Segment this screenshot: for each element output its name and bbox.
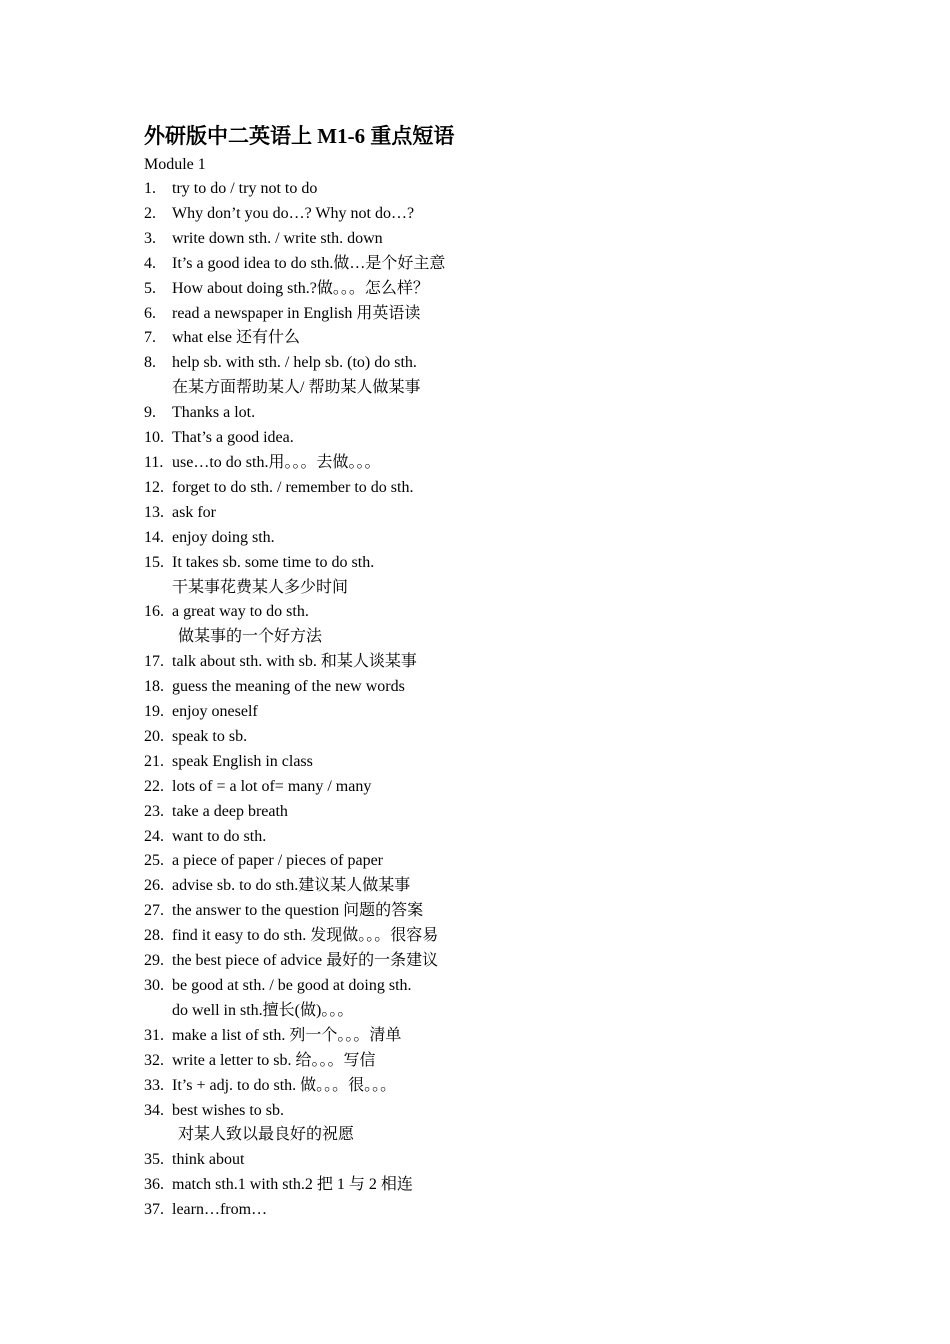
list-item-text: read a newspaper in English 用英语读 [172,304,421,322]
list-item-number: 23. [144,802,164,820]
list-item [144,600,864,650]
list-item-text: match sth.1 with sth.2 把 1 与 2 相连 [172,1176,413,1194]
list-item [144,277,864,302]
list-item-number: 15. [144,553,164,571]
list-item [144,501,864,526]
list-item-text: talk about sth. with sb. 和某人谈某事 [172,653,417,671]
list-item [144,700,864,725]
list-item-number: 36. [144,1176,164,1194]
list-item-text: try to do / try not to do [172,180,318,197]
list-item [144,551,864,601]
list-item [144,849,864,874]
list-item-number: 24. [144,827,164,845]
list-item-number: 31. [144,1026,164,1044]
list-item-number: 14. [144,528,164,546]
list-item-number: 2. [144,204,156,222]
list-item-number: 1. [144,180,156,197]
list-item [144,302,864,327]
list-item-text: Thanks a lot. [172,404,256,422]
list-item-text: learn…from… [172,1201,268,1219]
list-item-text: advise sb. to do sth.建议某人做某事 [172,877,411,895]
list-item-text: think about [172,1151,245,1169]
list-item-number: 25. [144,852,164,870]
list-item-text: want to do sth. [172,827,267,845]
document-title: 外研版中二英语上 M1-6 重点短语 [144,124,455,148]
phrase-list [144,177,864,1223]
list-item [144,775,864,800]
list-item-translation: 做某事的一个好方法 [178,628,323,646]
list-item-text: Why don’t you do…? Why not do…? [172,204,415,222]
list-item-number: 6. [144,304,156,322]
list-item-number: 10. [144,429,164,447]
list-item-text: speak English in class [172,752,313,770]
list-item-number: 9. [144,404,156,422]
list-item-text: the answer to the question 问题的答案 [172,902,424,920]
list-item-text: write down sth. / write sth. down [172,229,383,247]
list-item-number: 19. [144,703,164,721]
list-item [144,1024,864,1049]
list-item-text: guess the meaning of the new words [172,678,405,696]
list-item-translation: 在某方面帮助某人/ 帮助某人做某事 [172,379,421,397]
list-item-number: 20. [144,727,164,745]
list-item-number: 37. [144,1201,164,1219]
list-item [144,426,864,451]
list-item-text: make a list of sth. 列一个。。。清单 [172,1026,402,1044]
list-item-text: That’s a good idea. [172,429,294,447]
list-item [144,1074,864,1099]
document-page [144,120,864,1223]
list-item [144,874,864,899]
list-item-translation: 对某人致以最良好的祝愿 [178,1126,355,1144]
list-item-text: the best piece of advice 最好的一条建议 [172,952,439,970]
list-item [144,675,864,700]
list-item-number: 11. [144,453,164,471]
list-item [144,202,864,227]
list-item [144,351,864,401]
list-item-number: 13. [144,503,164,521]
list-item-text: speak to sb. [172,727,248,745]
list-item-number: 29. [144,952,164,970]
list-item-text: It’s + adj. to do sth. 做。。。很。。。 [172,1076,397,1094]
list-item-text: use…to do sth.用。。。去做。。。 [172,453,381,471]
list-item-number: 4. [144,254,156,272]
list-item [144,725,864,750]
list-item [144,1148,864,1173]
list-item-number: 27. [144,902,164,920]
list-item [144,1198,864,1223]
list-item [144,177,864,202]
list-item [144,949,864,974]
list-item-number: 32. [144,1051,164,1069]
list-item-text: How about doing sth.?做。。。怎么样？ [172,279,429,297]
list-item-number: 3. [144,229,156,247]
module-heading: Module 1 [144,156,206,173]
list-item [144,974,864,1024]
list-item [144,924,864,949]
list-item-number: 30. [144,977,164,994]
list-item-text: ask for [172,503,216,521]
list-item [144,1099,864,1149]
list-item-number: 22. [144,777,164,795]
list-item-number: 18. [144,678,164,696]
list-item-text: write a letter to sb. 给。。。写信 [172,1051,376,1069]
list-item-number: 16. [144,603,164,621]
list-item-number: 33. [144,1076,164,1094]
list-item [144,252,864,277]
list-item [144,451,864,476]
list-item [144,1049,864,1074]
list-item [144,227,864,252]
list-item [144,526,864,551]
list-item [144,825,864,850]
list-item-text: lots of = a lot of= many / many [172,777,372,795]
list-item-number: 17. [144,653,164,671]
list-item [144,800,864,825]
list-item-text: It takes sb. some time to do sth. [172,553,375,571]
list-item-text: a great way to do sth. [172,603,309,621]
list-item-number: 5. [144,279,156,297]
list-item [144,476,864,501]
list-item-number: 26. [144,877,164,895]
list-item-text: It’s a good idea to do sth.做…是个好主意 [172,254,446,272]
list-item-text: forget to do sth. / remember to do sth. [172,478,414,496]
list-item-text: take a deep breath [172,802,288,820]
list-item-text: a piece of paper / pieces of paper [172,852,383,870]
list-item-text: enjoy oneself [172,703,258,721]
list-item-number: 21. [144,752,164,770]
list-item-number: 12. [144,478,164,496]
list-item-translation: do well in sth.擅长(做)。。。 [172,1001,354,1019]
list-item-text: enjoy doing sth. [172,528,275,546]
list-item [144,750,864,775]
list-item [144,1173,864,1198]
list-item [144,899,864,924]
list-item-text: help sb. with sth. / help sb. (to) do sth. [172,354,417,372]
list-item-number: 28. [144,927,164,945]
list-item-text: be good at sth. / be good at doing sth. [172,977,412,994]
list-item-text: find it easy to do sth. 发现做。。。很容易 [172,927,439,945]
list-item-number: 7. [144,329,156,347]
list-item-text: best wishes to sb. [172,1101,284,1119]
list-item-number: 8. [144,354,156,372]
list-item [144,326,864,351]
list-item-translation: 干某事花费某人多少时间 [172,578,349,596]
list-item [144,401,864,426]
list-item-text: what else 还有什么 [172,329,300,347]
list-item-number: 34. [144,1101,164,1119]
list-item-number: 35. [144,1151,164,1169]
list-item [144,650,864,675]
